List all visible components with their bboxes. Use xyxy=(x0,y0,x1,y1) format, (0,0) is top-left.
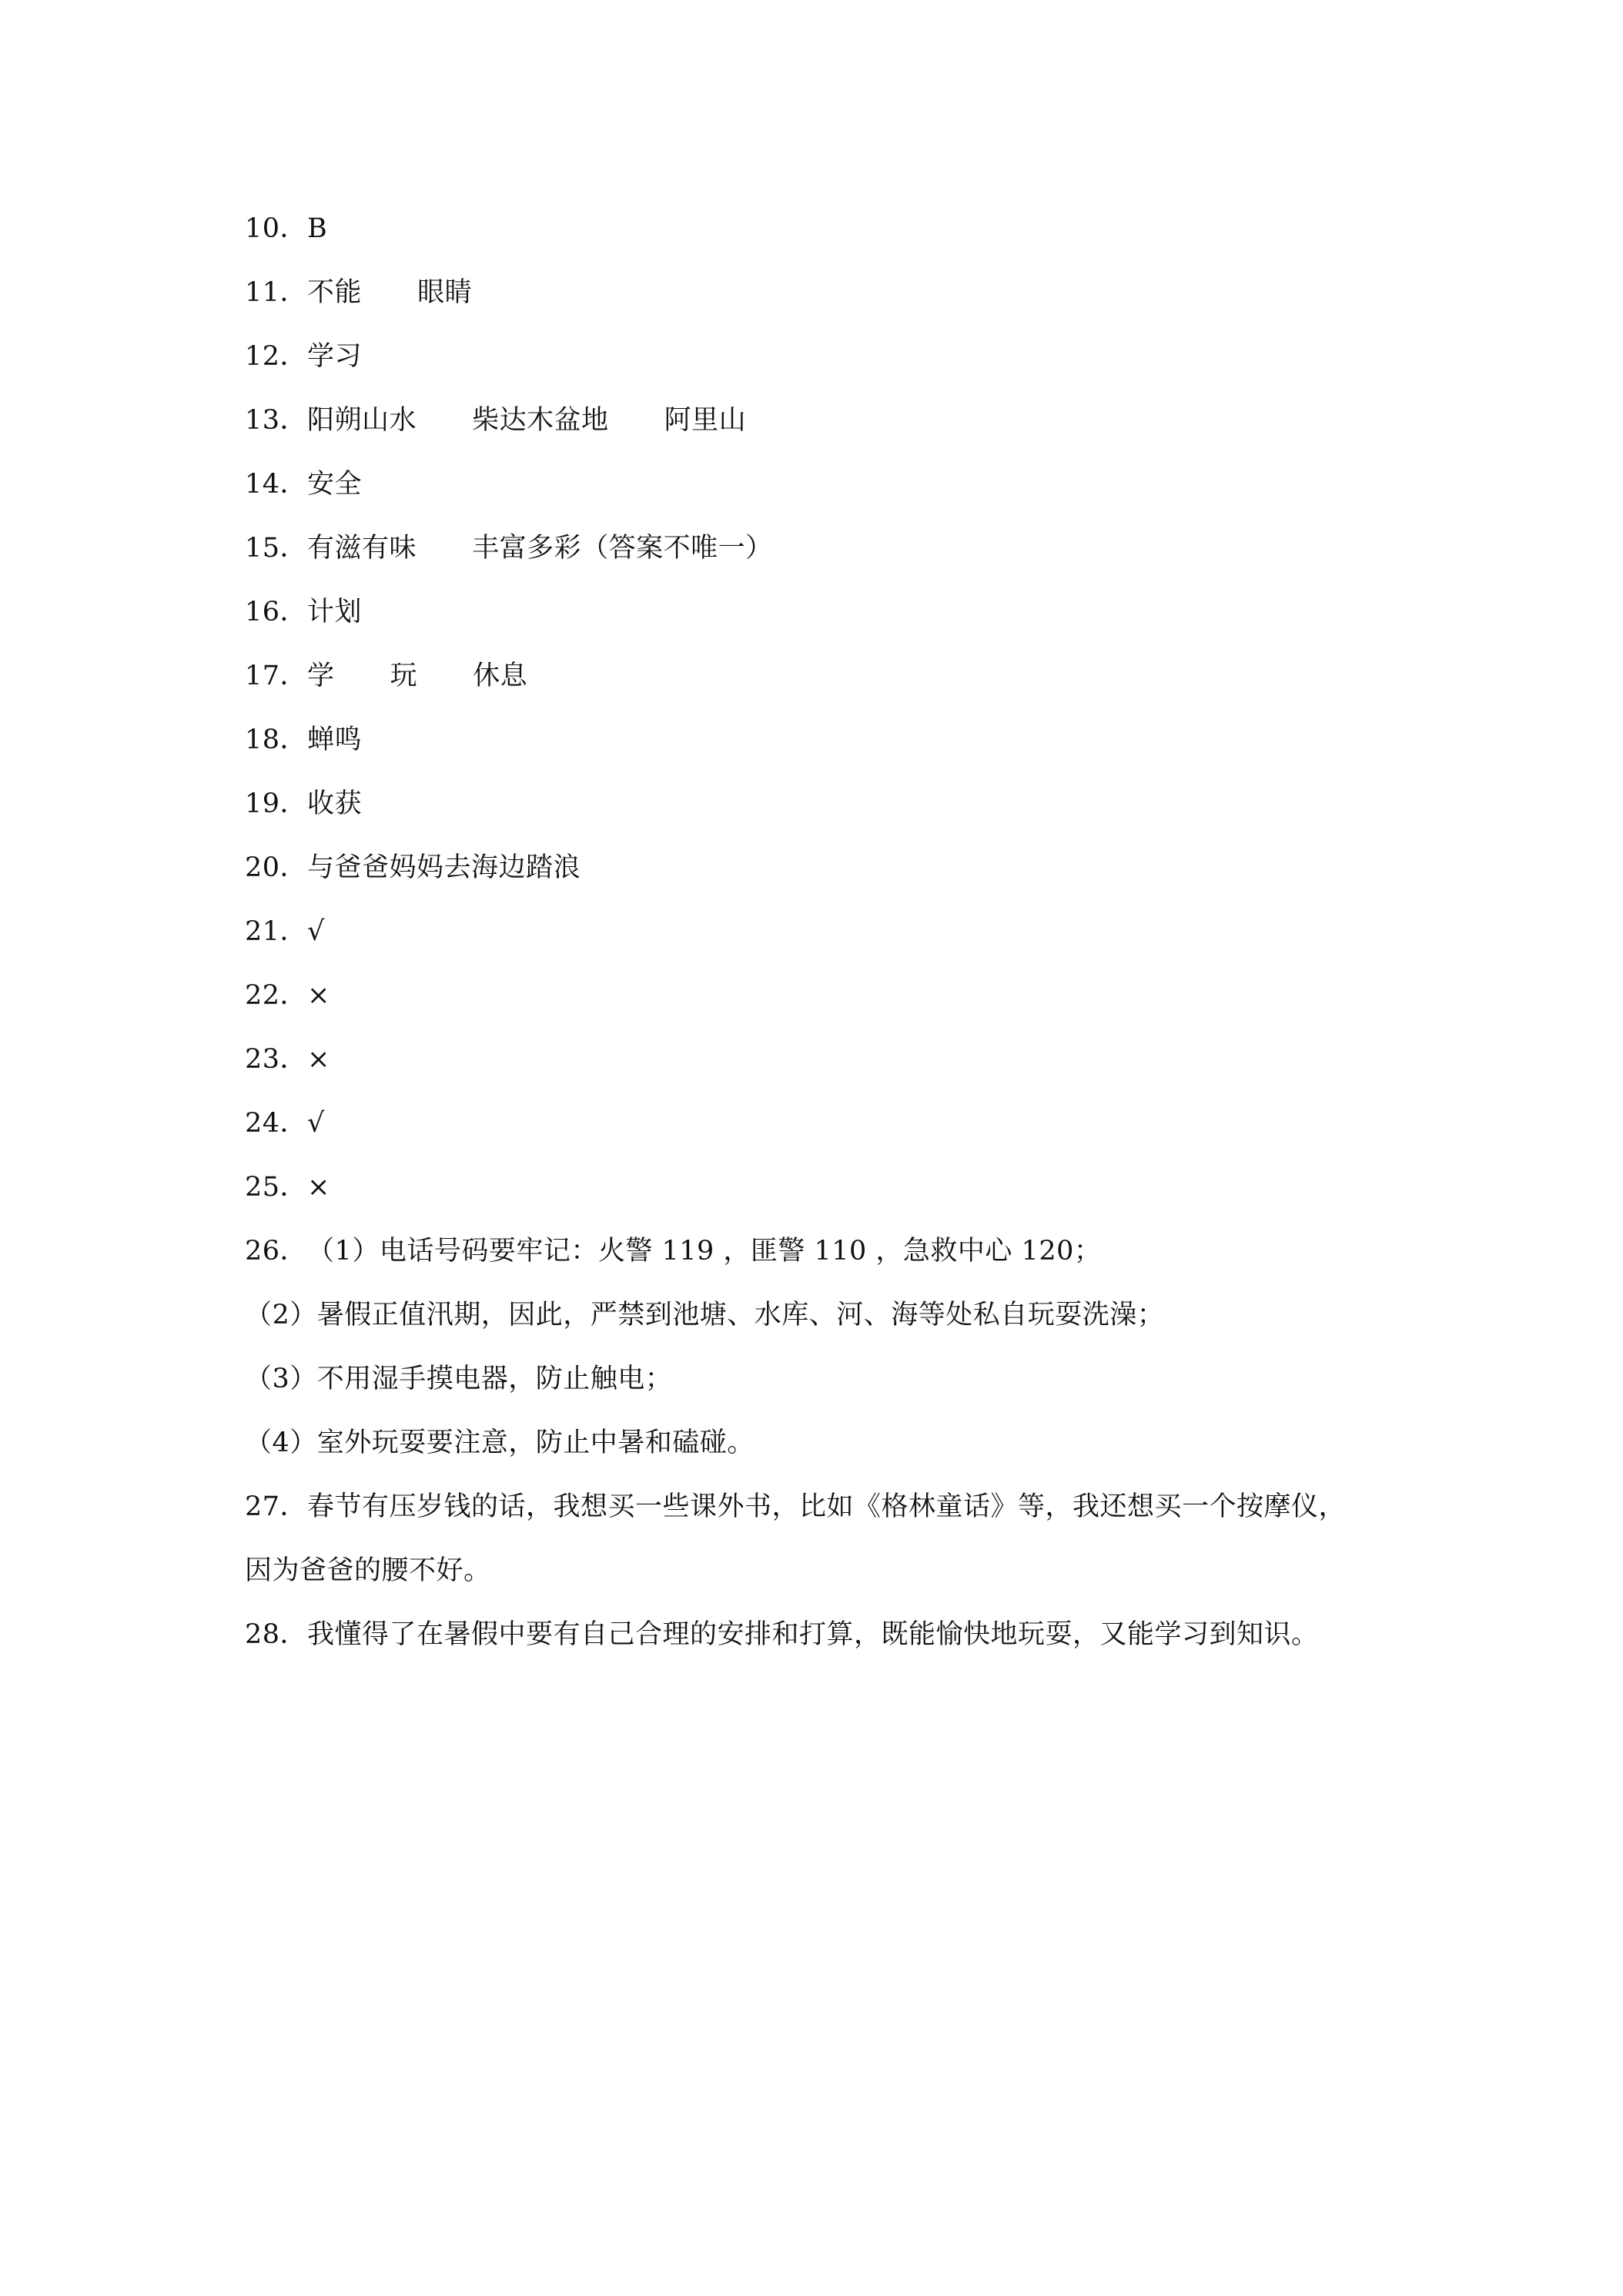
answer-line xyxy=(245,1229,1400,1293)
answer-number: 13． xyxy=(245,405,308,436)
answer-number: 10． xyxy=(245,213,308,244)
answer-text: 春节有压岁钱的话，我想买一些课外书，比如《格林童话》等，我还想买一个按摩仪， xyxy=(307,1491,1347,1522)
answer-line xyxy=(245,845,1400,909)
answer-number: 14． xyxy=(245,469,308,500)
answer-text: √ xyxy=(307,1108,325,1139)
answer-text: √ xyxy=(307,916,325,947)
answer-text: 有滋有味 xyxy=(307,533,417,564)
answer-number: 26． xyxy=(245,1236,308,1267)
answer-number: 12． xyxy=(245,341,308,372)
answer-text: 蝉鸣 xyxy=(307,725,363,755)
answer-number: 19． xyxy=(245,788,308,819)
answer-line xyxy=(245,909,1400,973)
answer-line xyxy=(245,1484,1400,1548)
answer-line xyxy=(245,462,1400,526)
answer-line xyxy=(245,973,1400,1037)
answer-number: 21． xyxy=(245,916,308,947)
answer-text: 眼睛 xyxy=(417,277,473,308)
answer-line xyxy=(245,782,1400,845)
answer-text: 学习 xyxy=(307,341,363,372)
answer-text: B xyxy=(307,213,328,244)
answer-text: 休息 xyxy=(473,661,528,691)
answer-text: （4）室外玩耍要注意，防止中暑和磕碰。 xyxy=(245,1427,755,1458)
answer-text: × xyxy=(307,1044,330,1075)
answer-line xyxy=(245,1293,1400,1357)
answer-line xyxy=(245,398,1400,462)
answer-line xyxy=(245,1612,1400,1676)
answer-number: 16． xyxy=(245,597,308,628)
answer-line xyxy=(245,270,1400,334)
answer-line xyxy=(245,590,1400,654)
answer-number: 28． xyxy=(245,1619,308,1650)
answer-text: （2）暑假正值汛期，因此，严禁到池塘、水库、河、海等处私自玩耍洗澡； xyxy=(245,1300,1165,1330)
answer-number: 20． xyxy=(245,852,308,883)
answer-line xyxy=(245,1357,1400,1421)
answer-text: 收获 xyxy=(307,788,363,819)
answer-text: （3）不用湿手摸电器，防止触电； xyxy=(245,1364,673,1394)
answer-number: 11． xyxy=(245,277,308,308)
answer-number: 24． xyxy=(245,1108,308,1139)
answer-number: 27． xyxy=(245,1491,308,1522)
answer-text: 柴达木盆地 xyxy=(472,405,609,436)
answer-line xyxy=(245,718,1400,782)
answer-text: 玩 xyxy=(390,661,418,691)
answer-list xyxy=(245,206,1400,1676)
answer-line xyxy=(245,1037,1400,1101)
answer-number: 18． xyxy=(245,725,308,755)
answer-text: （1）电话号码要牢记：火警 119 ，匪警 110 ，急救中心 120； xyxy=(307,1236,1102,1267)
answer-text: 计划 xyxy=(307,597,363,628)
answer-line xyxy=(245,206,1400,270)
answer-text: × xyxy=(307,980,330,1011)
answer-line xyxy=(245,334,1400,398)
answer-line xyxy=(245,1421,1400,1484)
answer-text: 不能 xyxy=(307,277,363,308)
answer-text: 阳朔山水 xyxy=(307,405,417,436)
answer-line xyxy=(245,1101,1400,1165)
answer-text: 学 xyxy=(307,661,335,691)
answer-number: 25． xyxy=(245,1172,308,1203)
answer-text: × xyxy=(307,1172,330,1203)
answer-line xyxy=(245,1165,1400,1229)
answer-text: 丰富多彩（答案不唯一） xyxy=(472,533,773,564)
answer-text: 因为爸爸的腰不好。 xyxy=(245,1555,491,1586)
answer-line xyxy=(245,1548,1400,1612)
answer-number: 15． xyxy=(245,533,308,564)
answer-text: 阿里山 xyxy=(664,405,747,436)
answer-text: 与爸爸妈妈去海边踏浪 xyxy=(307,852,581,883)
answer-text: 安全 xyxy=(307,469,363,500)
answer-number: 22． xyxy=(245,980,308,1011)
answer-number: 17． xyxy=(245,661,308,691)
answer-line xyxy=(245,526,1400,590)
answer-text: 我懂得了在暑假中要有自己合理的安排和打算，既能愉快地玩耍，又能学习到知识。 xyxy=(307,1619,1319,1650)
answer-number: 23． xyxy=(245,1044,308,1075)
answer-line xyxy=(245,654,1400,718)
